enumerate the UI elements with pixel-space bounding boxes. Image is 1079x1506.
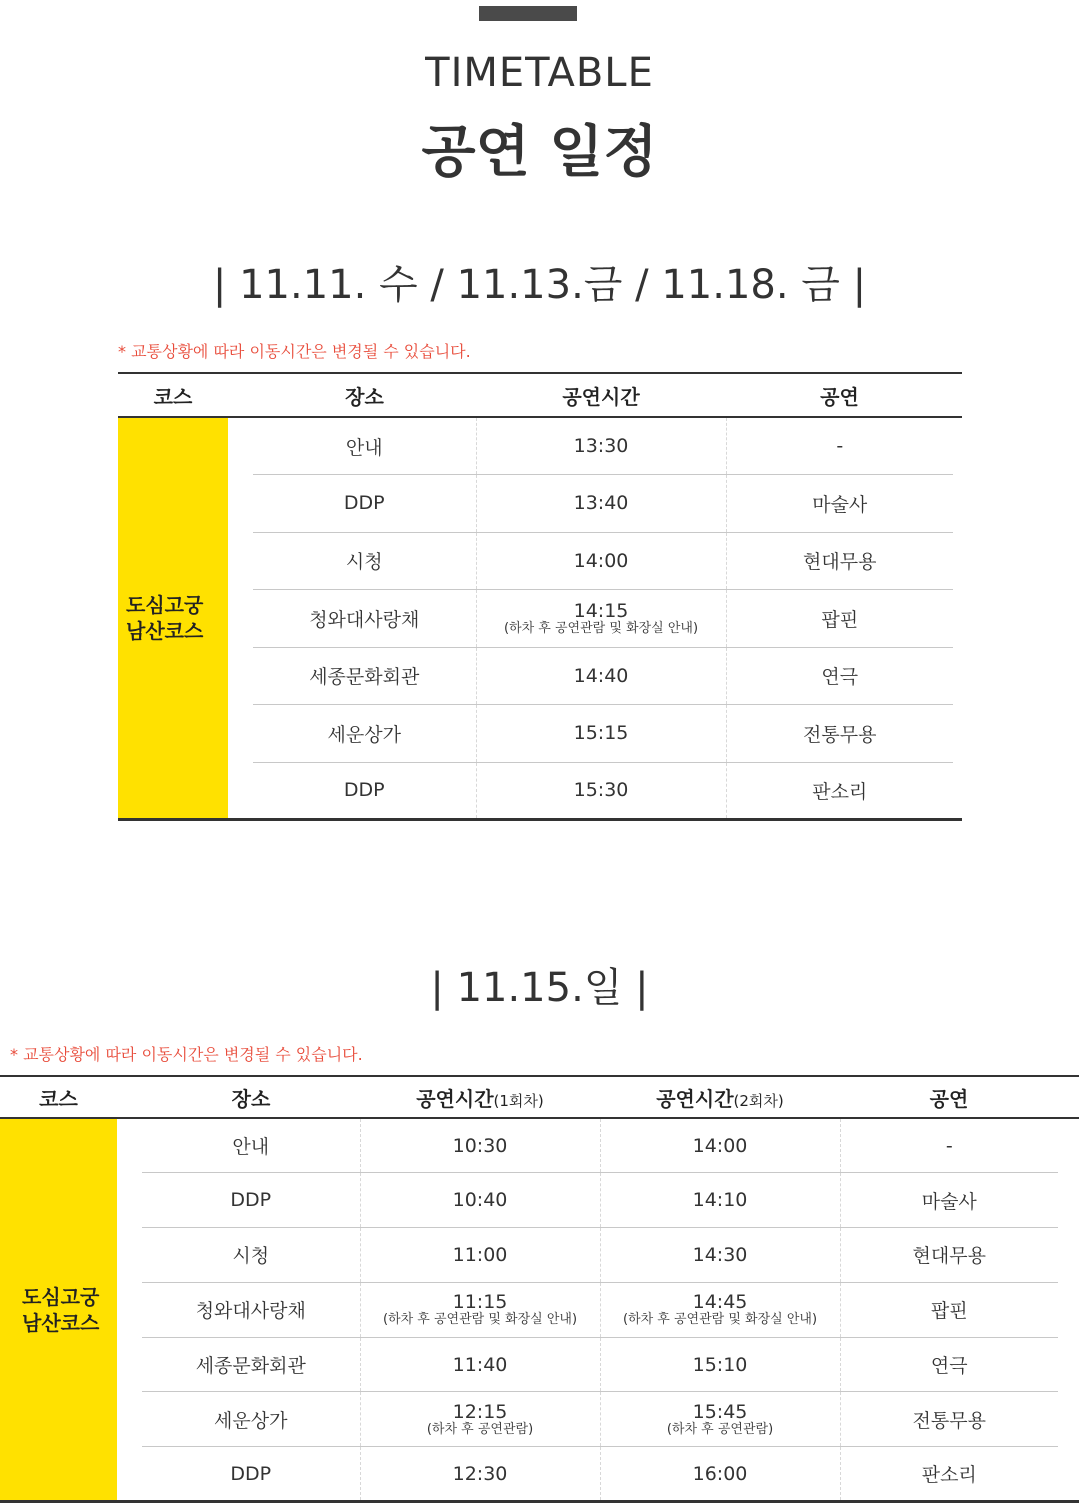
place-cell: DDP xyxy=(343,779,385,802)
time-note: (하차 후 공연관람) xyxy=(666,1421,774,1437)
section1-notice: * 교통상황에 따라 이동시간은 변경될 수 있습니다. xyxy=(118,342,471,361)
eyebrow-label: TIMETABLE xyxy=(425,50,654,96)
show-cell: 팝핀 xyxy=(726,590,953,648)
show-cell: - xyxy=(726,417,953,475)
place-cell: 안내 xyxy=(142,1118,360,1173)
time-cell: 11:15 (하차 후 공연관람 및 화장실 안내) xyxy=(360,1282,600,1337)
place-cell: 안내 xyxy=(253,417,476,475)
col-header-time1: 공연시간(1회차) xyxy=(360,1076,600,1118)
table-row xyxy=(0,1173,1079,1228)
col-header-course: 코스 xyxy=(0,1076,117,1118)
time-cell: 14:45 (하차 후 공연관람 및 화장실 안내) xyxy=(600,1282,840,1337)
time-cell: 15:45 (하차 후 공연관람) xyxy=(600,1392,840,1447)
table-header-row xyxy=(118,373,962,417)
time-cell: 13:40 xyxy=(476,475,726,533)
table-row xyxy=(0,1447,1079,1502)
table-row xyxy=(0,1392,1079,1447)
show-cell: 전통무용 xyxy=(840,1392,1058,1447)
place-cell: 세종문화회관 xyxy=(253,647,476,705)
time-cell: 12:30 xyxy=(360,1447,600,1502)
time-note: (하차 후 공연관람) xyxy=(426,1421,534,1437)
place-cell: 청와대사랑채 xyxy=(142,1282,360,1337)
show-cell: 팝핀 xyxy=(840,1282,1058,1337)
place-cell: 시청 xyxy=(253,532,476,590)
table-row xyxy=(0,1228,1079,1283)
show-cell: 판소리 xyxy=(726,762,953,820)
time-cell: 14:00 xyxy=(476,532,726,590)
table-header-row xyxy=(0,1076,1079,1118)
section2-notice: * 교통상황에 따라 이동시간은 변경될 수 있습니다. xyxy=(10,1045,363,1064)
time-note: (하차 후 공연관람 및 화장실 안내) xyxy=(622,1312,818,1328)
place-cell: DDP xyxy=(253,475,476,533)
time-cell: 14:15 (하차 후 공연관람 및 화장실 안내) xyxy=(476,590,726,648)
time-cell: 11:40 xyxy=(360,1337,600,1392)
section2-date-heading: | 11.15.일 | xyxy=(430,965,649,1011)
section2-dates: 11.15.일 xyxy=(456,965,623,1011)
table-row xyxy=(0,1337,1079,1392)
col-header-course: 코스 xyxy=(118,373,228,417)
col-header-show: 공연 xyxy=(840,1076,1058,1118)
section2-timetable xyxy=(0,1075,1079,1503)
place-cell: DDP xyxy=(230,1462,272,1485)
col-header-place: 장소 xyxy=(142,1076,360,1118)
place-cell: DDP xyxy=(142,1173,360,1228)
course-name-cell: 도심고궁 남산코스 xyxy=(0,1118,117,1502)
time-cell: 12:15 (하차 후 공연관람) xyxy=(360,1392,600,1447)
show-cell: 현대무용 xyxy=(726,532,953,590)
time-cell: 11:00 xyxy=(360,1228,600,1283)
time-cell: 15:15 xyxy=(476,705,726,763)
show-cell: 연극 xyxy=(840,1337,1058,1392)
table-row xyxy=(0,1282,1079,1337)
show-cell: 마술사 xyxy=(840,1173,1058,1228)
time-cell: 10:40 xyxy=(360,1173,600,1228)
top-decoration-bar xyxy=(479,6,577,21)
time-cell: 14:10 xyxy=(600,1173,840,1228)
time-note: (하차 후 공연관람 및 화장실 안내) xyxy=(503,620,699,636)
time-cell: 10:30 xyxy=(360,1118,600,1173)
place-cell: 세운상가 xyxy=(142,1392,360,1447)
table-row xyxy=(118,417,962,475)
section1-timetable xyxy=(118,372,962,821)
place-cell: 세운상가 xyxy=(253,705,476,763)
show-cell: 현대무용 xyxy=(840,1228,1058,1283)
place-cell: 청와대사랑채 xyxy=(253,590,476,648)
time-note: (하차 후 공연관람 및 화장실 안내) xyxy=(382,1312,578,1328)
show-cell: - xyxy=(840,1118,1058,1173)
time-cell: 13:30 xyxy=(476,417,726,475)
show-cell: 판소리 xyxy=(840,1447,1058,1502)
place-cell: 시청 xyxy=(142,1228,360,1283)
time-cell: 14:40 xyxy=(476,647,726,705)
course-name-cell: 도심고궁 남산코스 xyxy=(118,417,228,820)
show-cell: 마술사 xyxy=(726,475,953,533)
time-cell: 15:10 xyxy=(600,1337,840,1392)
time-cell: 14:30 xyxy=(600,1228,840,1283)
page-title: 공연 일정 xyxy=(421,120,658,185)
show-cell: 전통무용 xyxy=(726,705,953,763)
section1-date-heading: | 11.11. 수 / 11.13.금 / 11.18. 금 | xyxy=(212,262,867,308)
place-cell: 세종문화회관 xyxy=(142,1337,360,1392)
col-header-time: 공연시간 xyxy=(476,373,726,417)
time-cell: 15:30 xyxy=(476,762,726,820)
col-header-place: 장소 xyxy=(253,373,476,417)
time-cell: 14:00 xyxy=(600,1118,840,1173)
table-row xyxy=(0,1118,1079,1173)
section1-dates: 11.11. 수 / 11.13.금 / 11.18. 금 xyxy=(239,262,840,308)
time-cell: 16:00 xyxy=(600,1447,840,1502)
col-header-time2: 공연시간(2회차) xyxy=(600,1076,840,1118)
col-header-show: 공연 xyxy=(726,373,953,417)
show-cell: 연극 xyxy=(726,647,953,705)
